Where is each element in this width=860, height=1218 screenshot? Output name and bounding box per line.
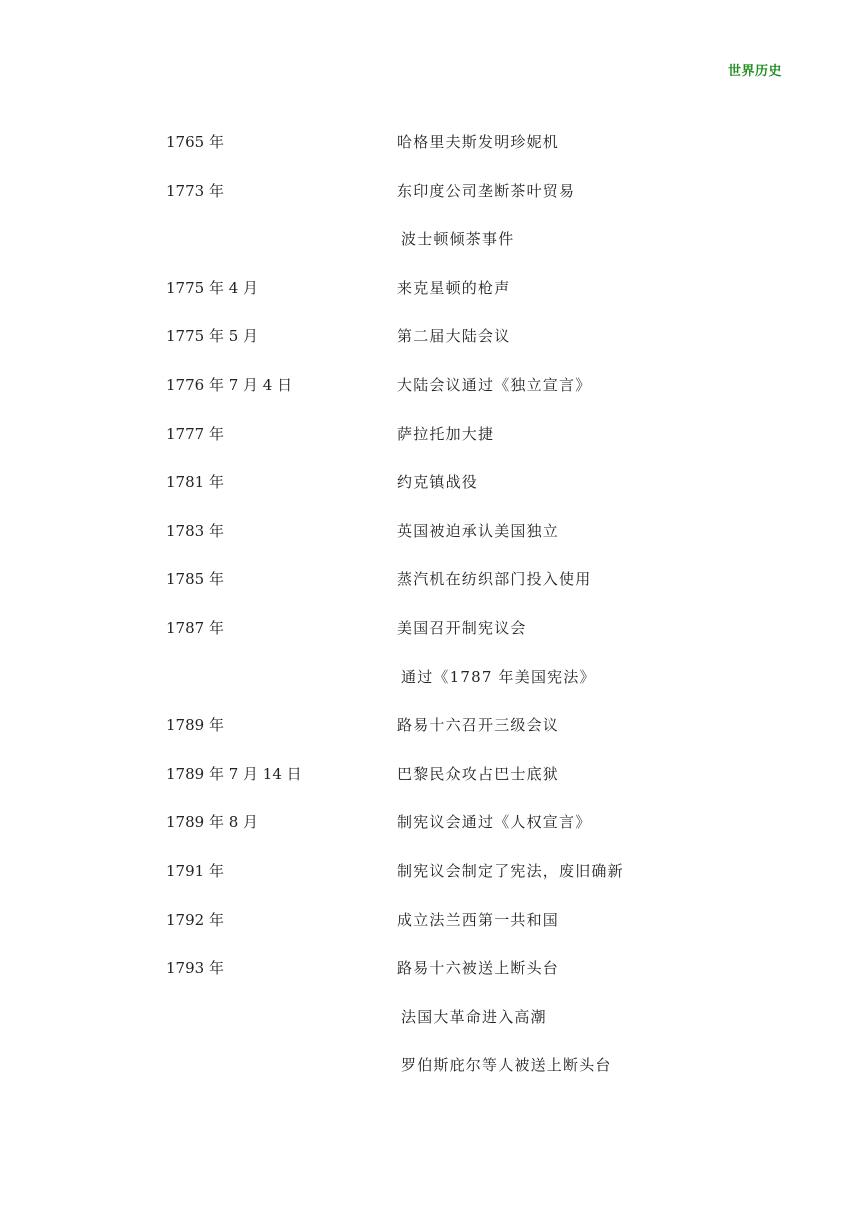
timeline-row	[0, 1050, 860, 1099]
timeline-event: 罗伯斯庇尔等人被送上断头台	[401, 1056, 612, 1075]
timeline-date: 1789 年	[166, 716, 224, 735]
timeline-date: 1792 年	[166, 910, 224, 929]
timeline-event: 通过《1787 年美国宪法》	[401, 667, 596, 686]
timeline-event: 大陆会议通过《独立宣言》	[397, 375, 592, 394]
timeline-row	[0, 759, 860, 808]
timeline-row	[0, 467, 860, 516]
timeline-event: 路易十六召开三级会议	[397, 716, 560, 735]
timeline-date: 1775 年 5 月	[166, 327, 259, 346]
timeline-date: 1791 年	[166, 861, 224, 880]
timeline-date: 1793 年	[166, 959, 224, 978]
timeline-row	[0, 953, 860, 1002]
timeline-row	[0, 224, 860, 273]
timeline-event: 蒸汽机在纺织部门投入使用	[397, 570, 592, 589]
timeline-row	[0, 710, 860, 759]
timeline-row	[0, 370, 860, 419]
timeline-date: 1777 年	[166, 424, 224, 443]
timeline-row	[0, 662, 860, 711]
timeline-event: 法国大革命进入高潮	[401, 1007, 547, 1026]
timeline-row	[0, 1002, 860, 1051]
page-header-title: 世界历史	[727, 64, 782, 79]
timeline-row	[0, 905, 860, 954]
timeline-row	[0, 564, 860, 613]
timeline-event: 来克星顿的枪声	[397, 278, 511, 297]
timeline-event: 约克镇战役	[397, 473, 479, 492]
timeline-event: 成立法兰西第一共和国	[397, 910, 560, 929]
timeline-event: 萨拉托加大捷	[397, 424, 495, 443]
timeline-date: 1773 年	[166, 181, 224, 200]
timeline-event: 东印度公司垄断茶叶贸易	[397, 181, 576, 200]
timeline-event: 路易十六被送上断头台	[397, 959, 560, 978]
timeline-event: 哈格里夫斯发明珍妮机	[397, 133, 560, 151]
timeline-date: 1787 年	[166, 618, 224, 637]
timeline-date: 1765 年	[166, 133, 224, 151]
timeline-list	[0, 127, 860, 1099]
timeline-row	[0, 321, 860, 370]
timeline-date: 1776 年 7 月 4 日	[166, 375, 293, 394]
timeline-date: 1789 年 8 月	[166, 813, 259, 832]
timeline-event: 第二届大陆会议	[397, 327, 511, 346]
timeline-row	[0, 613, 860, 662]
timeline-date: 1783 年	[166, 521, 224, 540]
timeline-row	[0, 127, 860, 176]
timeline-date: 1789 年 7 月 14 日	[166, 764, 302, 783]
timeline-date: 1775 年 4 月	[166, 278, 259, 297]
timeline-date: 1785 年	[166, 570, 224, 589]
timeline-row	[0, 273, 860, 322]
timeline-row	[0, 807, 860, 856]
timeline-event: 制宪议会通过《人权宣言》	[397, 813, 592, 832]
timeline-event: 制宪议会制定了宪法，废旧确新	[397, 861, 624, 880]
timeline-event: 美国召开制宪议会	[397, 618, 527, 637]
timeline-event: 英国被迫承认美国独立	[397, 521, 560, 540]
timeline-event: 波士顿倾茶事件	[401, 230, 515, 249]
timeline-date: 1781 年	[166, 473, 224, 492]
timeline-event: 巴黎民众攻占巴士底狱	[397, 764, 560, 783]
timeline-row	[0, 516, 860, 565]
timeline-row	[0, 856, 860, 905]
timeline-row	[0, 176, 860, 225]
timeline-row	[0, 419, 860, 468]
